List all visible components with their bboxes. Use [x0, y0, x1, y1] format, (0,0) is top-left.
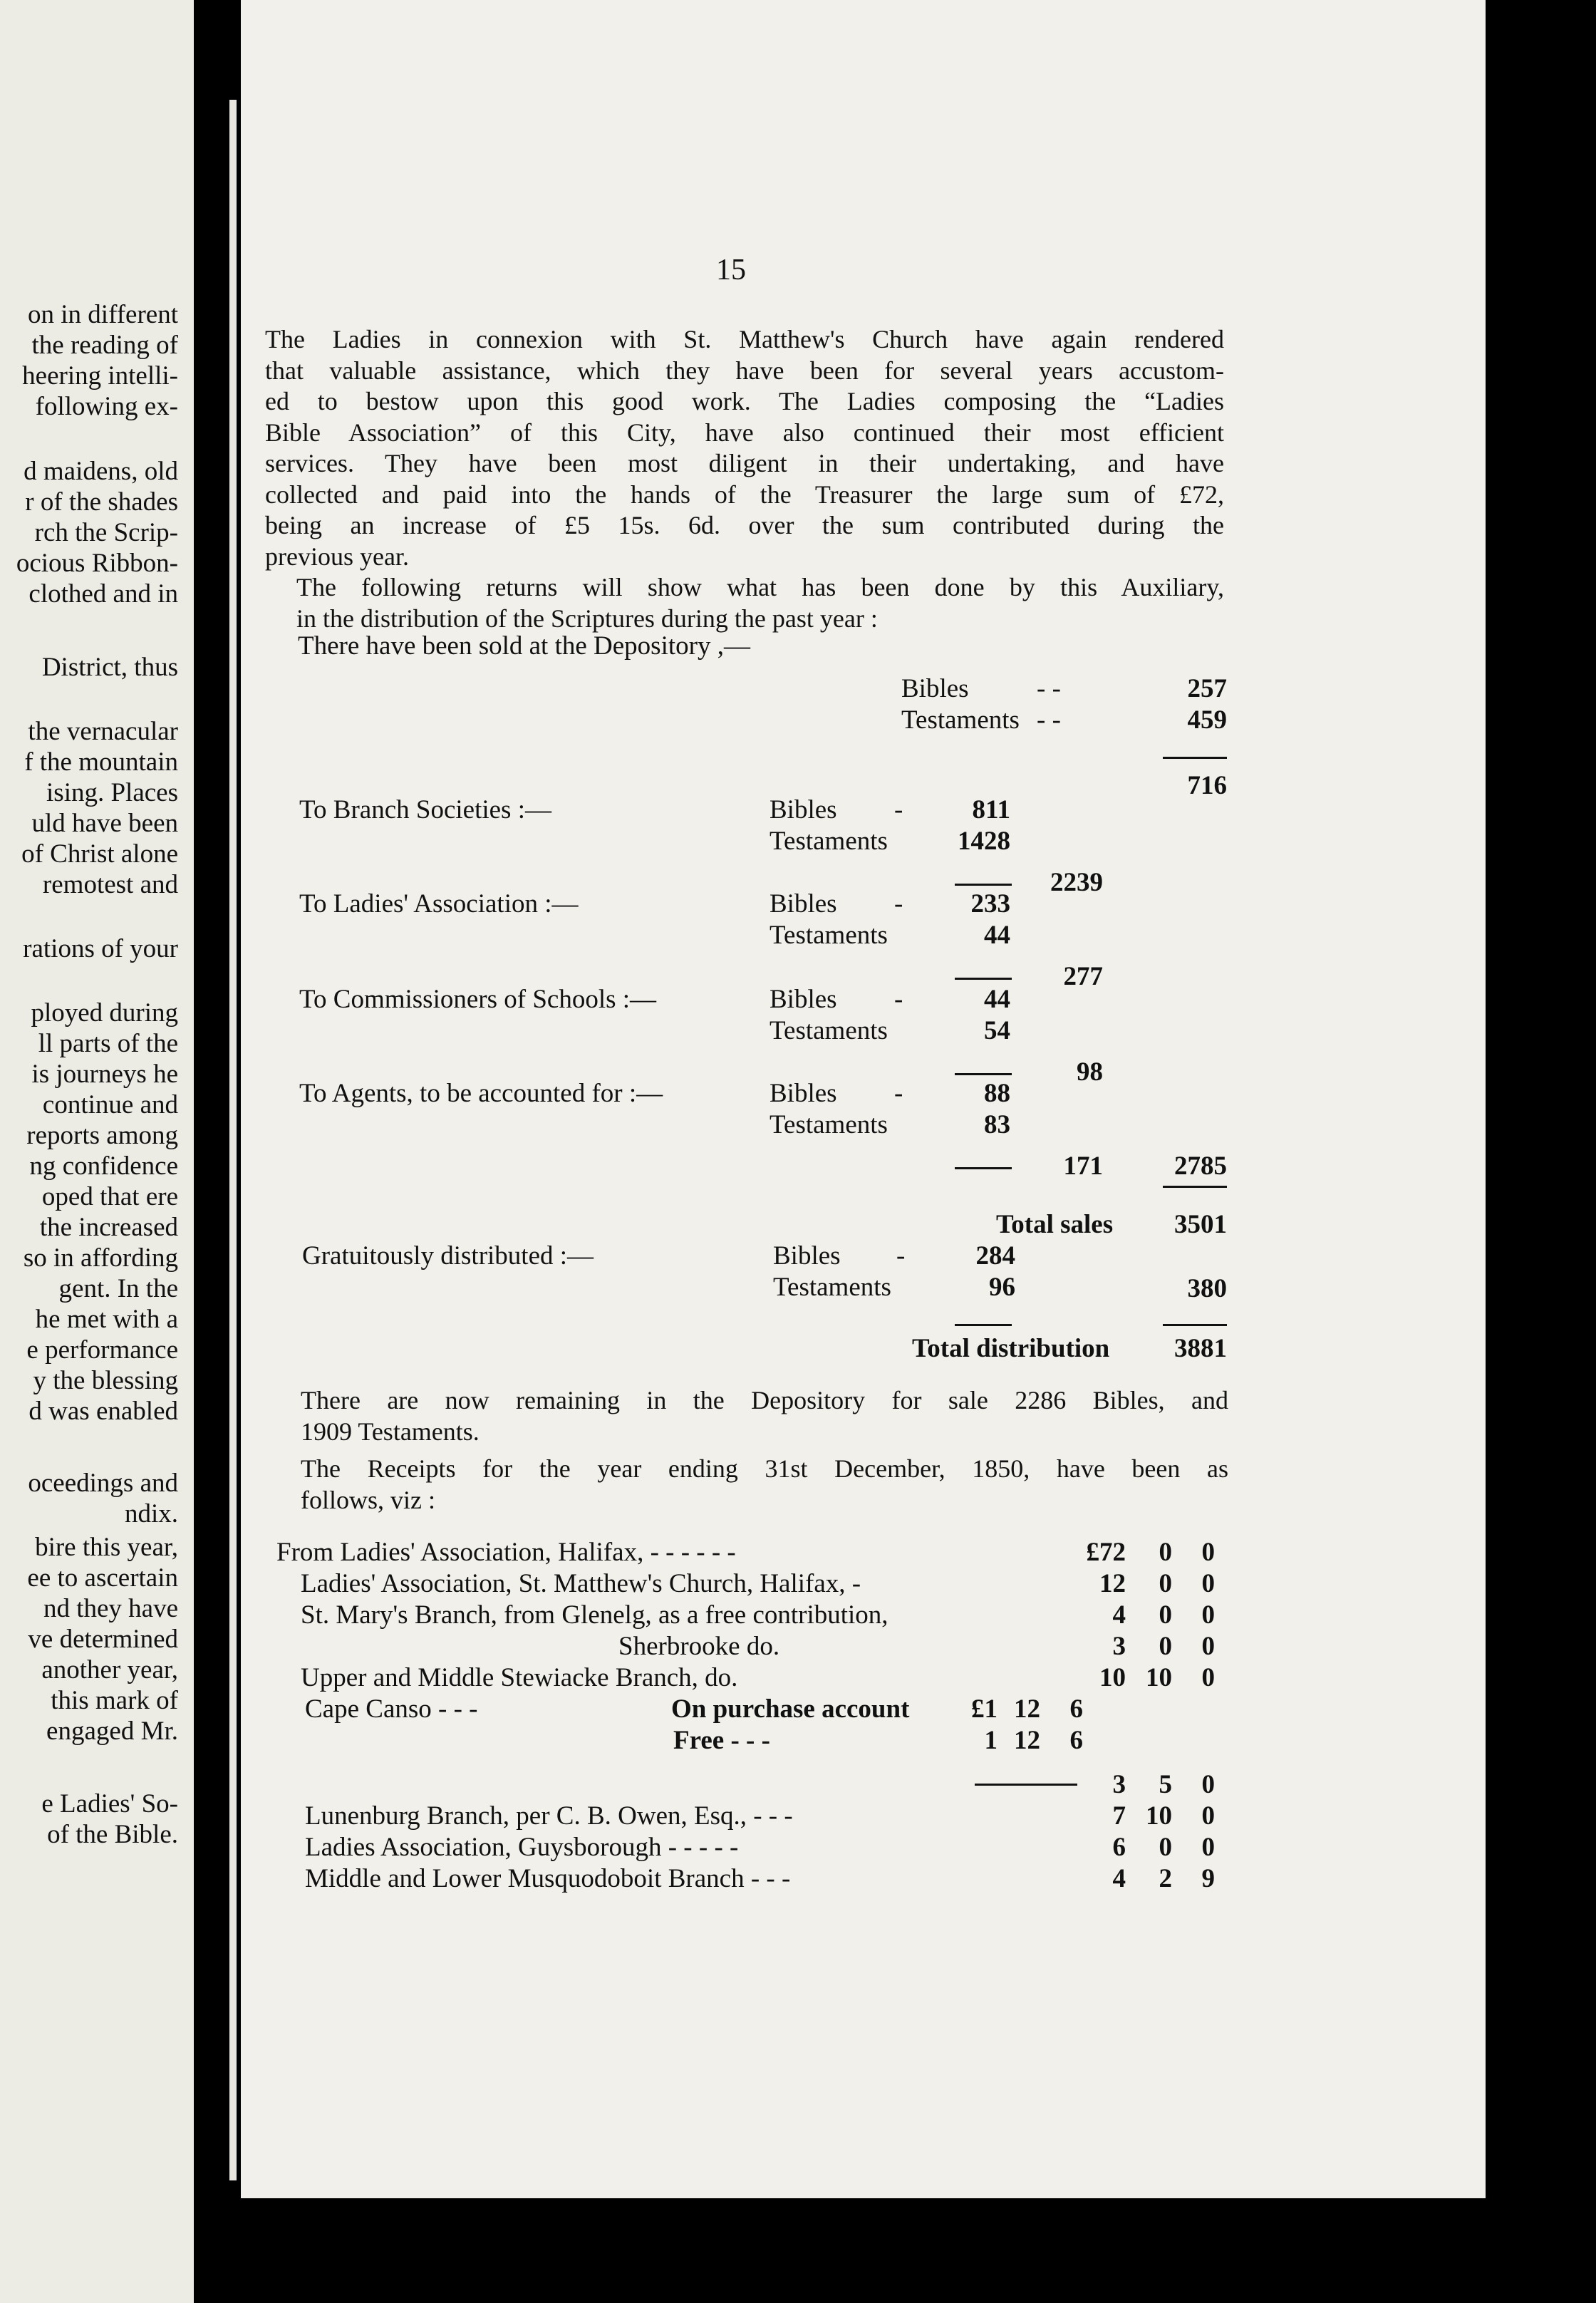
- cape-canso-op-pence: 6: [1069, 1694, 1083, 1724]
- receipt-pounds: 12: [1099, 1569, 1126, 1598]
- left-page-line: reports among: [26, 1121, 178, 1150]
- depository-intro: There have been sold at the Depository ,—: [298, 631, 750, 661]
- receipt-pence: 0: [1201, 1632, 1215, 1661]
- left-page-line: ndix.: [124, 1499, 178, 1528]
- remaining-line: 1909 Testaments.: [301, 1417, 480, 1446]
- distribution-subtotal: 277: [1063, 962, 1103, 991]
- total-sales-value: 3501: [1174, 1210, 1227, 1239]
- distribution-row-label: Testaments: [770, 921, 888, 950]
- left-page-line: e Ladies' So-: [41, 1789, 178, 1818]
- distribution-row-value: 54: [984, 1016, 1010, 1045]
- receipt-shillings: 0: [1159, 1632, 1172, 1661]
- receipt-shillings: 10: [1146, 1801, 1172, 1831]
- left-page-line: clothed and in: [28, 579, 178, 609]
- left-page-line: gent. In the: [58, 1274, 178, 1303]
- distribution-group-heading: To Agents, to be accounted for :—: [299, 1079, 663, 1108]
- left-page-line: ployed during: [31, 998, 178, 1028]
- depository-item-label: Bibles: [901, 674, 969, 703]
- gratuitous-row-dash: -: [896, 1241, 906, 1270]
- receipt-shillings: 2: [1159, 1864, 1172, 1893]
- cape-canso-op-shillings: 12: [1014, 1694, 1040, 1724]
- left-page-line: bire this year,: [35, 1533, 178, 1562]
- cape-canso-total-pounds: 3: [1112, 1770, 1126, 1799]
- left-page-line: ocious Ribbon-: [16, 549, 178, 578]
- receipts-intro-line: follows, viz :: [301, 1485, 435, 1514]
- receipt-pence: 0: [1201, 1569, 1215, 1598]
- gratuitous-rule: [955, 1324, 1012, 1326]
- paragraph-ladies-line: Bible Association” of this City, have also continued their most efficient: [265, 418, 1224, 447]
- gratuitous-row-value: 96: [989, 1273, 1015, 1302]
- left-page-fragment: [0, 0, 194, 2303]
- distribution-row-label: Bibles: [770, 1079, 837, 1108]
- receipts-intro-line: The Receipts for the year ending 31st December, 1850, have been as: [301, 1454, 1228, 1483]
- left-page-line: ng confidence: [29, 1152, 178, 1181]
- left-page-line: so in affording: [23, 1243, 178, 1273]
- gratuitous-row-label: Bibles: [773, 1241, 841, 1270]
- cape-canso-total-shillings: 5: [1159, 1770, 1172, 1799]
- left-page-line: he met with a: [35, 1305, 178, 1334]
- distribution-group-heading: To Ladies' Association :—: [299, 889, 579, 918]
- cape-canso-free-pounds: 1: [984, 1726, 998, 1755]
- left-page-line: ve determined: [28, 1625, 178, 1654]
- receipt-source: From Ladies' Association, Halifax, - - - - - -: [276, 1538, 736, 1567]
- left-page-line: y the blessing: [33, 1366, 178, 1395]
- total-distribution-label: Total distribution: [912, 1334, 1110, 1363]
- left-page-line: continue and: [42, 1090, 178, 1119]
- distribution-subtotal: 171: [1063, 1152, 1103, 1181]
- distribution-row-value: 811: [972, 795, 1010, 824]
- left-page-line: ee to ascertain: [27, 1563, 178, 1593]
- distribution-row-dash: -: [894, 985, 903, 1014]
- receipt-shillings: 0: [1159, 1833, 1172, 1862]
- cape-canso-on-purchase: On purchase account: [671, 1694, 910, 1724]
- paragraph-returns-intro: [265, 572, 1224, 634]
- depository-item-dash: - -: [1037, 674, 1061, 703]
- depository-total: 716: [1187, 771, 1227, 800]
- distribution-subtotal: 2239: [1050, 868, 1103, 897]
- distribution-grand-total: 2785: [1174, 1152, 1227, 1181]
- receipt-source: Middle and Lower Musquodoboit Branch - - -: [305, 1864, 791, 1893]
- left-page-line: another year,: [41, 1655, 178, 1684]
- gratuitous-heading: Gratuitously distributed :—: [302, 1241, 594, 1270]
- receipt-pounds: 7: [1112, 1801, 1126, 1831]
- remaining-paragraph: [276, 1385, 1228, 1447]
- receipt-pence: 0: [1201, 1538, 1215, 1567]
- receipt-shillings: 0: [1159, 1600, 1172, 1630]
- receipt-shillings: 0: [1159, 1538, 1172, 1567]
- receipt-source: Upper and Middle Stewiacke Branch, do.: [301, 1663, 738, 1692]
- distribution-row-label: Testaments: [770, 827, 888, 856]
- total-distribution-value: 3881: [1174, 1334, 1227, 1363]
- left-page-line: the increased: [39, 1213, 178, 1242]
- paragraph-ladies-line: that valuable assistance, which they have been for several years accustom-: [265, 356, 1224, 385]
- depository-item-dash: - -: [1037, 705, 1061, 735]
- cape-canso-total-pence: 0: [1201, 1770, 1215, 1799]
- left-page-line: rations of your: [23, 934, 178, 963]
- gratuitous-row-value: 284: [975, 1241, 1015, 1270]
- distribution-group-heading: To Commissioners of Schools :—: [299, 985, 657, 1014]
- cape-canso-free-shillings: 12: [1014, 1726, 1040, 1755]
- cape-canso-op-pounds: £1: [971, 1694, 998, 1724]
- receipts-intro: [276, 1454, 1228, 1516]
- paragraph-ladies-line: previous year.: [265, 542, 409, 571]
- distribution-row-label: Testaments: [770, 1110, 888, 1139]
- left-page-line: following ex-: [35, 392, 178, 421]
- left-page-line: ising. Places: [46, 778, 178, 807]
- distribution-total-rule: [1163, 1324, 1227, 1326]
- distribution-row-value: 83: [984, 1110, 1010, 1139]
- distribution-group-heading: To Branch Societies :—: [299, 795, 551, 824]
- left-page-line: e performance: [26, 1335, 178, 1365]
- receipt-pounds: 4: [1112, 1864, 1126, 1893]
- paragraph-ladies-line: The Ladies in connexion with St. Matthew's Church have again rendered: [265, 325, 1224, 353]
- left-page-line: d was enabled: [28, 1397, 178, 1426]
- paragraph-ladies-line: services. They have been most diligent in their undertaking, and have: [265, 449, 1224, 477]
- receipt-pounds: £72: [1086, 1538, 1126, 1567]
- page-number: 15: [716, 254, 746, 286]
- total-sales-label: Total sales: [996, 1210, 1114, 1239]
- left-page-line: of the Bible.: [47, 1820, 178, 1849]
- receipt-pounds: 6: [1112, 1833, 1126, 1862]
- left-page-line: is journeys he: [31, 1060, 178, 1089]
- cape-canso-free: Free - - -: [673, 1726, 770, 1755]
- receipt-pounds: 10: [1099, 1663, 1126, 1692]
- receipt-pence: 9: [1201, 1864, 1215, 1893]
- gratuitous-subtotal: 380: [1187, 1274, 1227, 1303]
- receipt-shillings: 0: [1159, 1569, 1172, 1598]
- bottom-shadow: [241, 2198, 1488, 2303]
- distribution-row-label: Bibles: [770, 795, 837, 824]
- left-page-line: District, thus: [41, 653, 178, 682]
- cape-canso-label: Cape Canso - - -: [305, 1694, 478, 1724]
- receipt-pence: 0: [1201, 1833, 1215, 1862]
- remaining-line: There are now remaining in the Depository for sale 2286 Bibles, and: [301, 1386, 1228, 1414]
- receipt-source: Ladies Association, Guysborough - - - - -: [305, 1833, 739, 1862]
- depository-rule: [1163, 757, 1227, 759]
- receipt-source: St. Mary's Branch, from Glenelg, as a free contribution,: [301, 1600, 888, 1630]
- depository-item-label: Testaments: [901, 705, 1020, 735]
- distribution-row-label: Bibles: [770, 985, 837, 1014]
- distribution-row-value: 44: [984, 985, 1010, 1014]
- receipt-source: Sherbrooke do.: [618, 1632, 780, 1661]
- receipt-pence: 0: [1201, 1801, 1215, 1831]
- paragraph-ladies: [265, 324, 1224, 572]
- left-page-line: d maidens, old: [24, 457, 178, 486]
- receipt-pounds: 3: [1112, 1632, 1126, 1661]
- paragraph-ladies-line: ed to bestow upon this good work. The Ladies composing the “Ladies: [265, 387, 1224, 415]
- left-page-line: the vernacular: [28, 717, 178, 746]
- left-page-line: engaged Mr.: [46, 1717, 178, 1746]
- receipt-shillings: 10: [1146, 1663, 1172, 1692]
- left-page-line: nd they have: [43, 1594, 178, 1623]
- paragraph-ladies-line: collected and paid into the hands of the Treasurer the large sum of £72,: [265, 480, 1224, 509]
- receipt-source: Lunenburg Branch, per C. B. Owen, Esq., - - -: [305, 1801, 793, 1831]
- distribution-row-value: 44: [984, 921, 1010, 950]
- receipt-source: Ladies' Association, St. Matthew's Church, Halifax, -: [301, 1569, 861, 1598]
- paragraph-ladies-line: being an increase of £5 15s. 6d. over the sum contributed during the: [265, 511, 1224, 539]
- gutter-edge: [229, 100, 237, 2180]
- depository-item-value: 459: [1187, 705, 1227, 735]
- receipt-pounds: 4: [1112, 1600, 1126, 1630]
- distribution-row-value: 1428: [958, 827, 1010, 856]
- right-margin-shadow: [1486, 0, 1596, 2303]
- left-page-line: on in different: [28, 300, 178, 329]
- left-page-line: this mark of: [51, 1686, 178, 1715]
- left-page-line: heering intelli-: [22, 361, 178, 390]
- left-page-line: rch the Scrip-: [34, 518, 178, 547]
- left-page-line: oped that ere: [41, 1182, 178, 1211]
- distribution-row-dash: -: [894, 1079, 903, 1108]
- left-page-line: of Christ alone: [21, 839, 178, 869]
- left-page-line: ll parts of the: [38, 1029, 178, 1058]
- receipt-pence: 0: [1201, 1663, 1215, 1692]
- grand-total-rule: [1163, 1186, 1227, 1188]
- distribution-row-value: 88: [984, 1079, 1010, 1108]
- left-page-line: uld have been: [31, 809, 178, 838]
- left-page-line: f the mountain: [24, 747, 178, 777]
- distribution-row-dash: -: [894, 795, 903, 824]
- distribution-row-dash: -: [894, 889, 903, 918]
- left-page-line: remotest and: [42, 870, 178, 899]
- paragraph-returns-intro-line: The following returns will show what has been done by this Auxiliary,: [296, 573, 1224, 601]
- distribution-row-value: 233: [970, 889, 1010, 918]
- cape-canso-free-pence: 6: [1069, 1726, 1083, 1755]
- distribution-subtotal: 98: [1077, 1057, 1103, 1087]
- receipt-pence: 0: [1201, 1600, 1215, 1630]
- distribution-row-label: Bibles: [770, 889, 837, 918]
- left-page-line: r of the shades: [25, 487, 178, 517]
- depository-item-value: 257: [1187, 674, 1227, 703]
- left-page-line: oceedings and: [28, 1469, 178, 1498]
- distribution-row-label: Testaments: [770, 1016, 888, 1045]
- paragraph-returns-intro-line: in the distribution of the Scriptures during the past year :: [296, 604, 878, 633]
- left-page-line: the reading of: [31, 331, 178, 360]
- gratuitous-row-label: Testaments: [773, 1273, 891, 1302]
